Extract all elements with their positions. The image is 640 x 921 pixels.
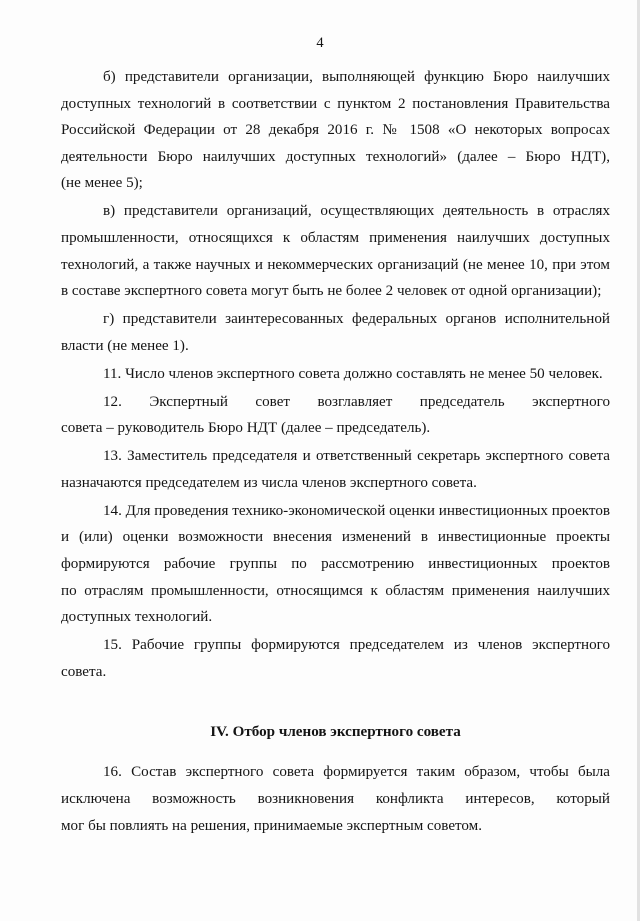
paragraph-item-g xyxy=(61,306,610,359)
paragraph-line: назначаются председателем из числа членов экспертного совета. xyxy=(61,474,477,491)
paragraph-line: промышленности, относящихся к областям применения наилучших доступных xyxy=(61,229,610,246)
paragraph-line: 12. Экспертный совет возглавляет председатель экспертного xyxy=(103,393,610,410)
paragraph-line: формируются рабочие группы по рассмотрению инвестиционных проектов xyxy=(61,556,610,573)
section-body-before xyxy=(61,64,610,685)
paragraph-item-b xyxy=(61,64,610,197)
paragraph-line: в) представители организаций, осуществляющих деятельность в отраслях xyxy=(103,203,610,220)
paragraph-line: б) представители организации, выполняющей функцию Бюро наилучших xyxy=(103,69,610,85)
paragraph-line: технологий, а также научных и некоммерческих организаций (не менее 10, при этом xyxy=(61,256,610,273)
paragraph-item-15 xyxy=(61,632,610,685)
paragraph-item-16 xyxy=(61,759,610,839)
section-body-after xyxy=(61,759,610,839)
paragraph-line: доступных технологий. xyxy=(61,609,213,626)
document-body xyxy=(61,64,610,841)
paragraph-item-14 xyxy=(61,498,610,631)
paragraph-item-13 xyxy=(61,443,610,496)
paragraph-line: и (или) оценки возможности внесения изменений в инвестиционные проекты xyxy=(61,529,610,546)
paragraph-line: 11. Число членов экспертного совета должно составлять не менее 50 человек. xyxy=(103,365,603,382)
paragraph-line: мог бы повлиять на решения, принимаемые экспертным советом. xyxy=(61,817,483,834)
paragraph-line: по отраслям промышленности, относящимся к областям применения наилучших xyxy=(61,582,610,599)
paragraph-line: (не менее 5); xyxy=(61,175,143,192)
paragraph-line: деятельности Бюро наилучших доступных технологий» (далее – Бюро НДТ), xyxy=(61,148,610,165)
paragraph-line: власти (не менее 1). xyxy=(61,337,189,354)
paragraph-line: в составе экспертного совета могут быть не более 2 человек от одной организации); xyxy=(61,283,602,300)
paragraph-item-v xyxy=(61,198,610,304)
paragraph-line: г) представители заинтересованных федеральных органов исполнительной xyxy=(103,311,610,328)
paragraph-line: совета. xyxy=(61,663,107,680)
page-number: 4 xyxy=(316,35,324,51)
paragraph-item-12 xyxy=(61,389,610,442)
paragraph-line: 15. Рабочие группы формируются председателем из членов экспертного xyxy=(103,637,610,654)
paragraph-line: совета – руководитель Бюро НДТ (далее – председатель). xyxy=(61,420,431,437)
section-heading: IV. Отбор членов экспертного совета xyxy=(210,724,461,741)
paragraph-item-11 xyxy=(61,361,610,388)
paragraph-line: исключена возможность возникновения конфликта интересов, который xyxy=(61,790,610,807)
paragraph-line: 16. Состав экспертного совета формируется таким образом, чтобы была xyxy=(103,764,610,781)
paragraph-line: 14. Для проведения технико-экономической оценки инвестиционных проектов xyxy=(103,502,610,519)
paragraph-line: 13. Заместитель председателя и ответственный секретарь экспертного совета xyxy=(103,448,610,465)
paragraph-line: доступных технологий в соответствии с пунктом 2 постановления Правительства xyxy=(61,95,610,112)
paragraph-line: Российской Федерации от 28 декабря 2016 г. № 1508 «О некоторых вопросах xyxy=(61,122,610,139)
